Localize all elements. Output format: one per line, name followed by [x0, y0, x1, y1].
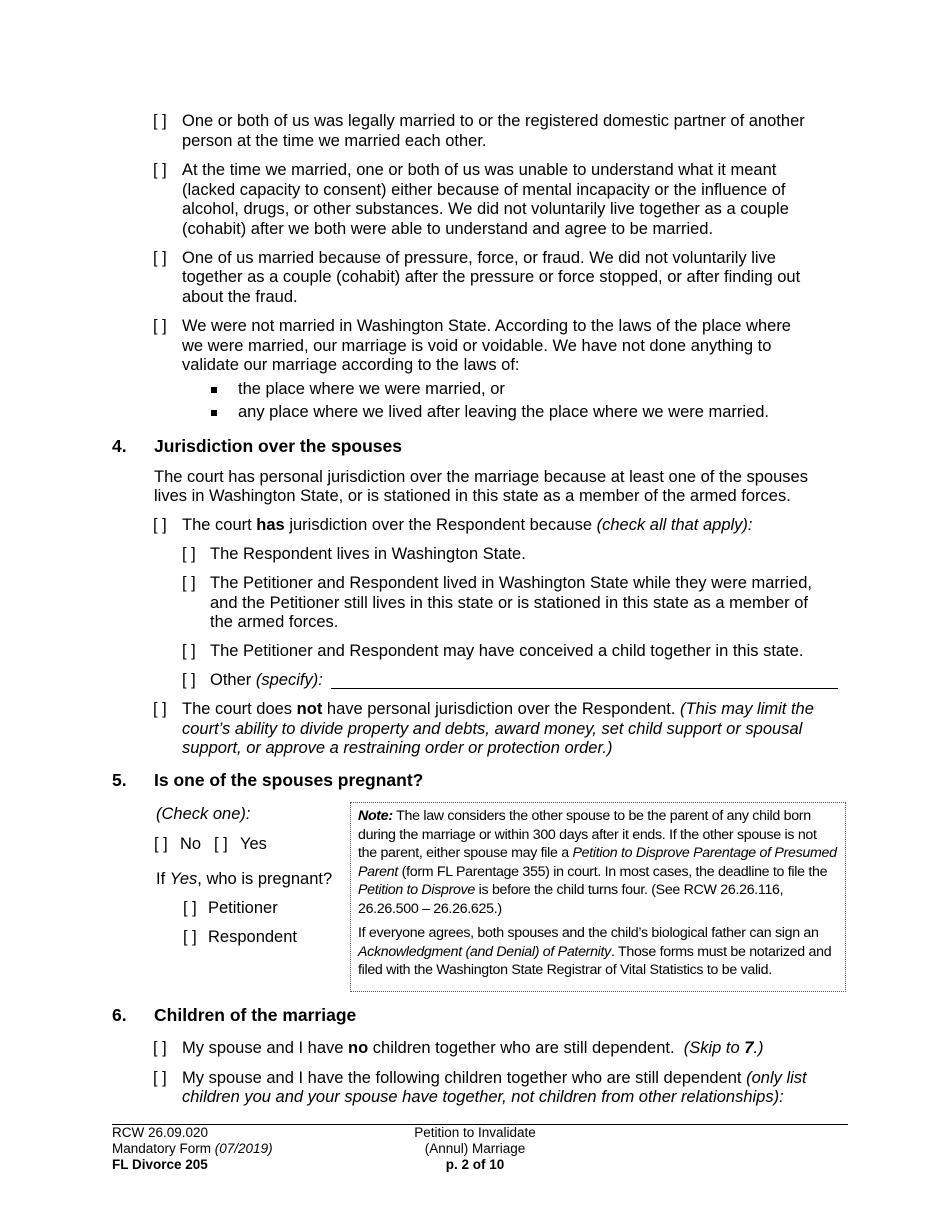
- section-number: 5.: [112, 770, 127, 790]
- sub-item-line: The Respondent lives in Washington State.: [210, 545, 526, 563]
- checkbox[interactable]: [ ]: [182, 671, 196, 689]
- note-box: [350, 802, 846, 992]
- have-children-line: children you and your spouse have together, not children from other relationships):: [182, 1088, 784, 1106]
- petitioner-label: Petitioner: [208, 899, 278, 917]
- checkbox[interactable]: [ ]: [153, 112, 167, 130]
- item-line: (lacked capacity to consent) either because of mental incapacity or the influence of: [182, 181, 786, 199]
- section-heading: Is one of the spouses pregnant?: [154, 770, 424, 790]
- footer-title-1: Petition to Invalidate: [414, 1125, 536, 1140]
- section-heading: Jurisdiction over the spouses: [154, 436, 402, 456]
- check-one-label: (Check one):: [156, 805, 251, 823]
- section-number: 6.: [112, 1005, 127, 1025]
- have-children-text: My spouse and I have the following children together who are still dependent (only list: [182, 1069, 807, 1087]
- item-line: At the time we married, one or both of us was unable to understand what it meant: [182, 161, 777, 179]
- item-line: One of us married because of pressure, force, or fraud. We did not voluntarily live: [182, 249, 776, 267]
- item-line: We were not married in Washington State. According to the laws of the place where: [182, 317, 791, 335]
- section4-intro-line: The court has personal jurisdiction over the marriage because at least one of the spouses: [154, 468, 808, 486]
- no-jurisdiction-line: court’s ability to divide property and debts, award money, set child support or spousal: [182, 720, 803, 738]
- item-line: (cohabit) after we both were able to understand and agree to be married.: [182, 220, 714, 238]
- footer-page-number: p. 2 of 10: [445, 1157, 505, 1172]
- checkbox-yes[interactable]: [ ]: [214, 835, 228, 853]
- checkbox[interactable]: [ ]: [153, 249, 167, 267]
- sub-item-line: The Petitioner and Respondent may have conceived a child together in this state.: [210, 642, 804, 660]
- checkbox-no[interactable]: [ ]: [154, 835, 168, 853]
- section4-intro-line: lives in Washington State, or is stationed in this state as a member of the armed forces.: [154, 487, 791, 505]
- checkbox[interactable]: [ ]: [153, 1069, 167, 1087]
- section-number: 4.: [112, 436, 127, 456]
- checkbox[interactable]: [ ]: [153, 317, 167, 335]
- checkbox[interactable]: [ ]: [182, 545, 196, 563]
- yes-label: Yes: [240, 835, 267, 853]
- item-line: together as a couple (cohabit) after the pressure or force stopped, or after finding out: [182, 268, 801, 286]
- item-line: alcohol, drugs, or other substances. We did not voluntarily live together as a couple: [182, 200, 789, 218]
- item-line: One or both of us was legally married to or the registered domestic partner of another: [182, 112, 805, 130]
- other-label: Other (specify):: [210, 671, 323, 689]
- note-paragraph-2: If everyone agrees, both spouses and the child’s biological father can sign an Acknowledgment (and Denial) of Paternity. Those forms must be notarized and filed with the Washington State Registrar of Vital Statistics to be valid.: [358, 925, 832, 978]
- item-line: we were married, our marriage is void or voidable. We have not done anything to: [182, 337, 772, 355]
- bullet-marker: [211, 410, 217, 416]
- bullet-text: the place where we were married, or: [238, 380, 505, 398]
- item-line: about the fraud.: [182, 288, 298, 306]
- item-line: validate our marriage according to the laws of:: [182, 356, 520, 374]
- bullet-text: any place where we lived after leaving the place where we were married.: [238, 403, 770, 421]
- checkbox[interactable]: [ ]: [153, 1039, 167, 1057]
- no-jurisdiction-line: support, or approve a restraining order or protection order.): [182, 739, 613, 757]
- who-pregnant-label: If Yes, who is pregnant?: [156, 870, 333, 888]
- section-heading: Children of the marriage: [154, 1005, 357, 1025]
- note-paragraph-1: Note: The law considers the other spouse to be the parent of any child born during the marriage or within 300 days after it ends. If the other spouse is not the parent, either spouse may file a Petition to Disprove Parentage of Presumed Parent (form FL Parentage 355) in court. In most cases, the deadline to file the Petition to Disprove is before the child turns four. (See RCW 26.26.116, 26.26.500 – 26.26.625.): [358, 808, 837, 917]
- footer-form-id: FL Divorce 205: [112, 1157, 208, 1172]
- bullet-marker: [211, 387, 217, 393]
- sub-item-line: and the Petitioner still lives in this state or is stationed in this state as a member of: [210, 594, 808, 612]
- checkbox[interactable]: [ ]: [182, 642, 196, 660]
- checkbox[interactable]: [ ]: [153, 161, 167, 179]
- checkbox[interactable]: [ ]: [182, 574, 196, 592]
- respondent-label: Respondent: [208, 928, 297, 946]
- checkbox-respondent[interactable]: [ ]: [183, 928, 197, 946]
- no-children-text: My spouse and I have no children together who are still dependent. (Skip to 7.): [182, 1039, 764, 1057]
- other-specify-field[interactable]: [331, 688, 838, 689]
- sub-item-line: the armed forces.: [210, 613, 339, 631]
- checkbox[interactable]: [ ]: [153, 700, 167, 718]
- sub-item-line: The Petitioner and Respondent lived in Washington State while they were married,: [210, 574, 812, 592]
- footer-rcw: RCW 26.09.020: [112, 1125, 209, 1140]
- item-line: person at the time we married each other.: [182, 132, 487, 150]
- has-jurisdiction-text: The court has jurisdiction over the Respondent because (check all that apply):: [182, 516, 753, 534]
- footer-title-2: (Annul) Marriage: [424, 1141, 526, 1156]
- no-jurisdiction-text: The court does not have personal jurisdiction over the Respondent. (This may limit the: [182, 700, 814, 718]
- checkbox-petitioner[interactable]: [ ]: [183, 899, 197, 917]
- no-label: No: [180, 835, 202, 853]
- footer-mandatory: Mandatory Form (07/2019): [112, 1141, 273, 1156]
- checkbox[interactable]: [ ]: [153, 516, 167, 534]
